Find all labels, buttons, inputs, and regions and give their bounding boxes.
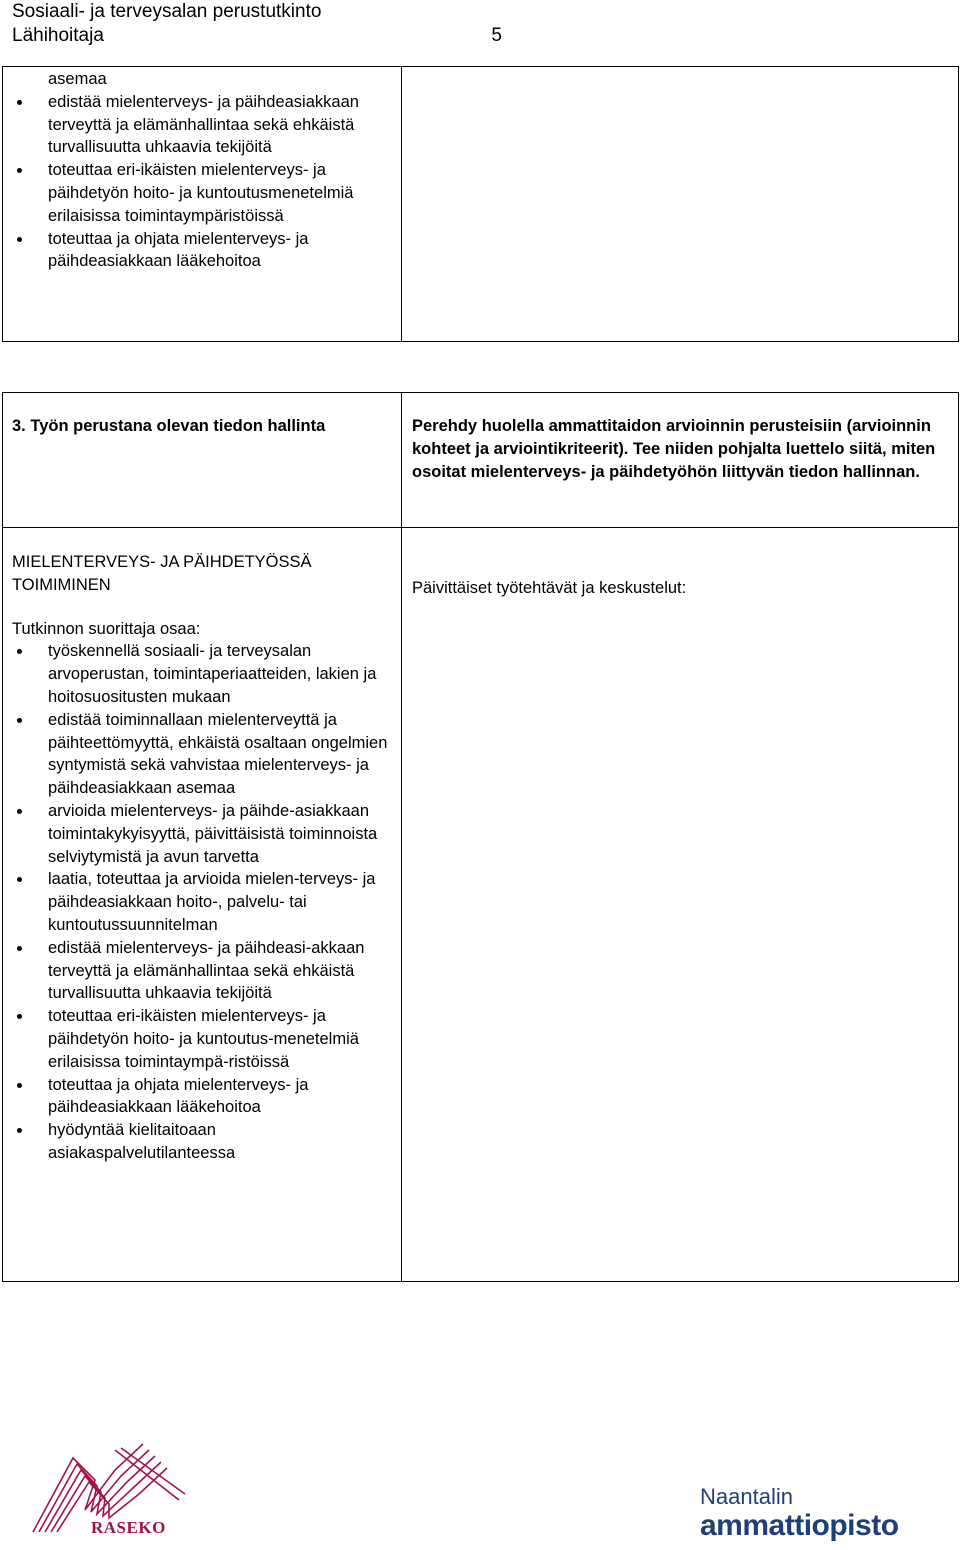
list-item: edistää mielenterveys- ja päihdeasi-akkaan terveyttä ja elämänhallintaa sekä ehkäistä turvallisuutta uhkaavia tekijöitä xyxy=(12,937,392,1005)
page-number: 5 xyxy=(491,25,502,46)
competence-intro: Tutkinnon suorittaja osaa: xyxy=(12,619,201,638)
table-row-divider xyxy=(2,527,959,528)
table-divider xyxy=(401,392,402,1282)
list-item: työskennellä sosiaali- ja terveysalan arvoperustan, toimintaperiaatteiden, lakien ja hoitosuositusten mukaan xyxy=(12,640,392,708)
page-header xyxy=(12,0,502,48)
daily-tasks-label: Päivittäiset työtehtävät ja keskustelut: xyxy=(412,579,687,597)
table-divider xyxy=(401,66,402,342)
naantalin-logo-line2: ammattiopisto xyxy=(700,1509,899,1542)
list-item: toteuttaa eri-ikäisten mielenterveys- ja päihdetyön hoito- ja kuntoutusmenetelmiä erilaisissa toimintaympäristöissä xyxy=(12,159,392,227)
continued-text: asemaa xyxy=(48,70,107,88)
list-item: arvioida mielenterveys- ja päihde-asiakkaan toimintakykyisyyttä, päivittäisistä toiminnoista selviytymistä ja avun tarvetta xyxy=(12,800,392,868)
list-item: laatia, toteuttaa ja arvioida mielen-terveys- ja päihdeasiakkaan hoito-, palvelu- tai kuntoutussuunnitelman xyxy=(12,868,392,936)
continued-bullet-list xyxy=(12,91,392,273)
list-item: toteuttaa ja ohjata mielenterveys- ja päihdeasiakkaan lääkehoitoa xyxy=(12,1074,392,1120)
list-item: edistää toiminnallaan mielenterveyttä ja päihteettömyyttä, ehkäistä osaltaan ongelmien syntymistä sekä vahvistaa mielenterveys- ja päihdeasiakkaan asemaa xyxy=(12,709,392,800)
document-subtitle: Lähihoitaja xyxy=(12,25,104,46)
table-continued-left-cell xyxy=(12,68,392,273)
list-item: edistää mielenterveys- ja päihdeasiakkaan terveyttä ja elämänhallintaa sekä ehkäistä turvallisuutta uhkaavia tekijöitä xyxy=(12,91,392,159)
naantalin-ammattiopisto-logo xyxy=(700,1484,925,1544)
list-item: toteuttaa ja ohjata mielenterveys- ja päihdeasiakkaan lääkehoitoa xyxy=(12,228,392,274)
competence-bullet-list xyxy=(12,640,392,1164)
instructions-cell xyxy=(412,415,942,483)
competence-cell xyxy=(12,551,392,1165)
competence-title: MIELENTERVEYS- JA PÄIHDETYÖSSÄ TOIMIMINEN xyxy=(12,553,312,594)
raseko-logo-text: RASEKO xyxy=(91,1518,166,1537)
section-heading-text: 3. Työn perustana olevan tiedon hallinta xyxy=(12,417,326,435)
instructions-text: Perehdy huolella ammattitaidon arvioinnin perusteisiin (arvioinnin kohteet ja arviointikriteerit). Tee niiden pohjalta luettelo siitä, miten osoitat mielenterveys- ja päihdetyöhön liittyvän tiedon hallinnan. xyxy=(412,417,936,481)
document-title: Sosiaali- ja terveysalan perustutkinto xyxy=(12,1,322,22)
daily-tasks-cell xyxy=(412,577,942,600)
section-heading xyxy=(12,415,397,438)
raseko-logo xyxy=(25,1440,195,1540)
naantalin-logo-line1: Naantalin xyxy=(700,1484,793,1509)
list-item: hyödyntää kielitaitoaan asiakaspalvelutilanteessa xyxy=(12,1119,392,1165)
list-item: toteuttaa eri-ikäisten mielenterveys- ja päihdetyön hoito- ja kuntoutus-menetelmiä erilaisissa toimintaympä-ristöissä xyxy=(12,1005,392,1073)
